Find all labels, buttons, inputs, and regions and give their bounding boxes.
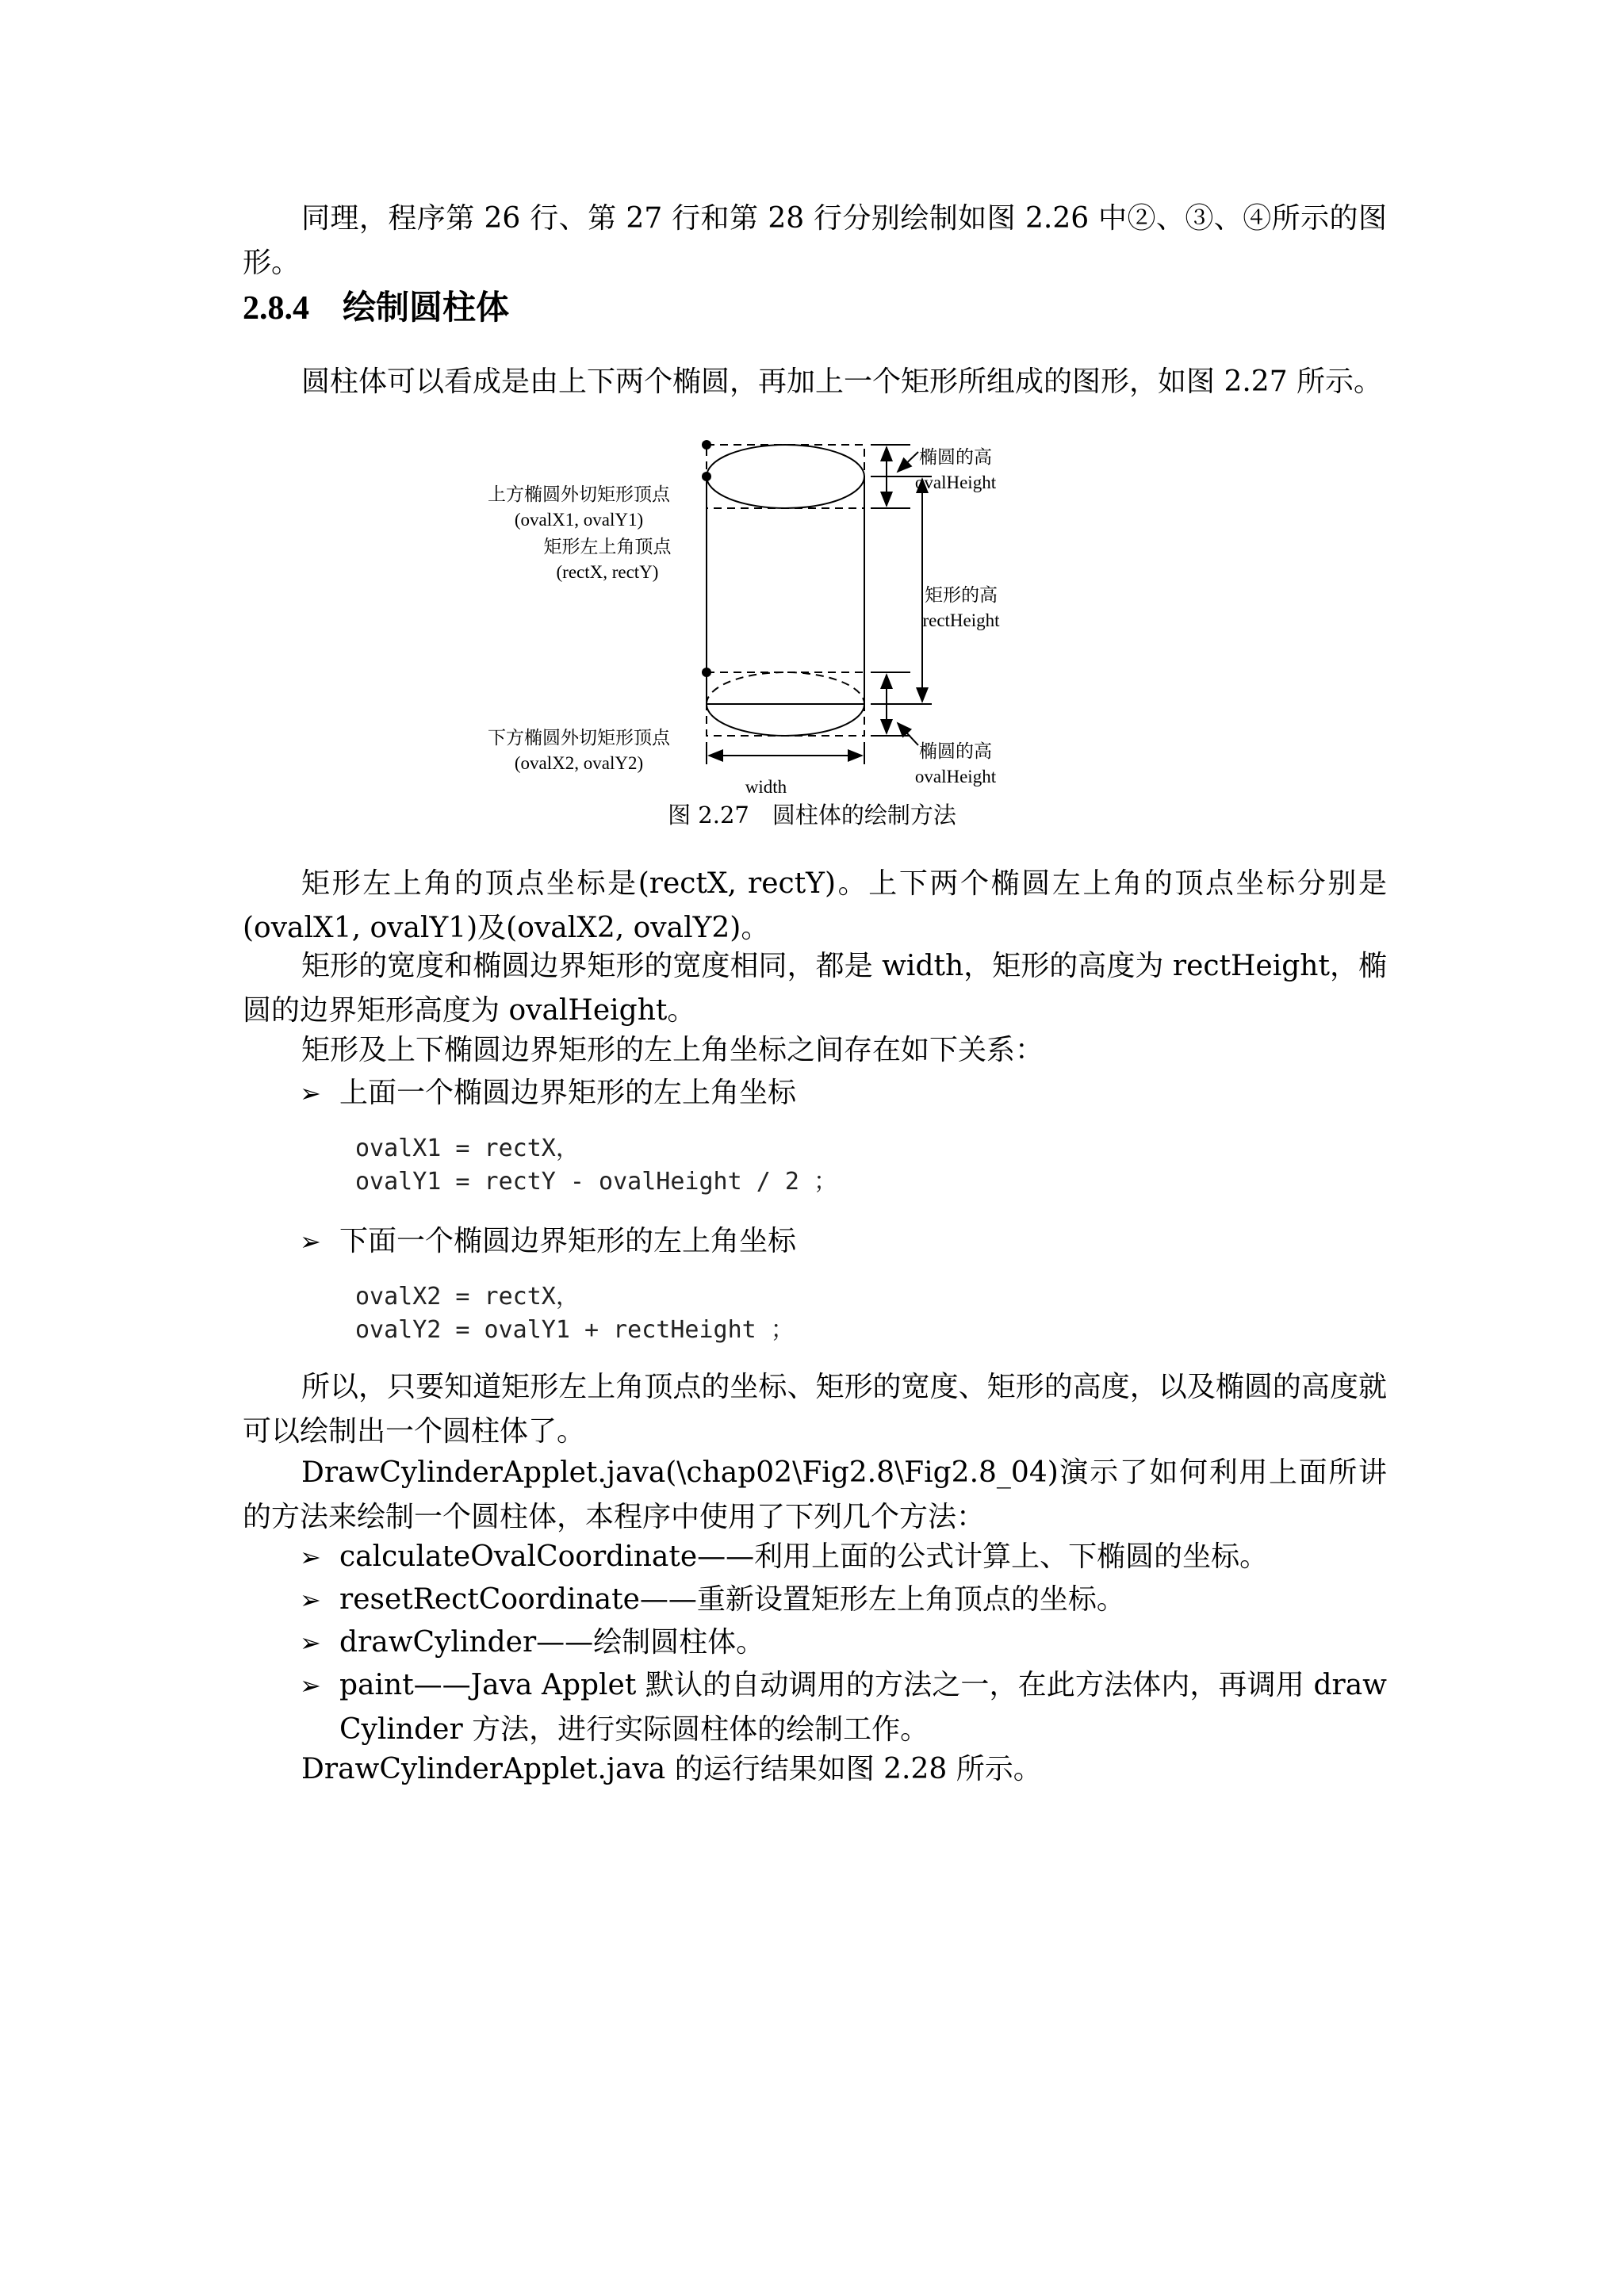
label-top-box-vertex: 上方椭圆外切矩形顶点 [488, 484, 670, 504]
bullet-arrow-icon: ➢ [300, 1628, 321, 1658]
top-box-vertex-dot [702, 440, 711, 450]
label-oval-height-bottom-en: ovalHeight [914, 767, 997, 786]
paragraph-relation-intro: 矩形及上下椭圆边界矩形的左上角坐标之间存在如下关系： [301, 1034, 1044, 1066]
bullet-text: 下面一个椭圆边界矩形的左上角坐标 [339, 1225, 797, 1257]
paragraph-vertex-coords: 矩形左上角的顶点坐标是(rectX, rectY)。上下两个椭圆左上角的顶点坐标分别是(ovalX1, ovalY1)及(ovalX2, ovalY2)。 [243, 867, 1387, 944]
bullet-arrow-icon: ➢ [300, 1226, 321, 1257]
label-rect-coord: (rectX, rectY) [556, 562, 659, 582]
intro-paragraph: 圆柱体可以看成是由上下两个椭圆，再加上一个矩形所组成的图形，如图 2.27 所示。 [301, 365, 1383, 398]
label-oval-height-top-cn: 椭圆的高 [919, 447, 992, 467]
label-rect-height-en: rectHeight [922, 610, 1000, 630]
label-rect-height-cn: 矩形的高 [925, 585, 998, 605]
bottom-ellipse-back [707, 672, 864, 704]
paragraph-program-intro: DrawCylinderApplet.java(\chap02\Fig2.8\Fig2.8_04)演示了如何利用上面所讲的方法来绘制一个圆柱体，本程序中使用了下列几个方法： [243, 1456, 1387, 1533]
bullet-text: resetRectCoordinate——重新设置矩形左上角顶点的坐标。 [339, 1583, 1125, 1616]
paragraph-conclusion: 所以，只要知道矩形左上角顶点的坐标、矩形的宽度、矩形的高度，以及椭圆的高度就可以绘制出一个圆柱体了。 [243, 1371, 1387, 1448]
label-bottom-box-vertex: 下方椭圆外切矩形顶点 [488, 728, 670, 748]
bullet-arrow-icon: ➢ [300, 1542, 321, 1572]
code-line: ovalX1 = rectX， [355, 1135, 580, 1162]
top-ellipse [707, 445, 864, 508]
bottom-oval-height-pointer [898, 723, 918, 745]
label-oval-height-bottom-cn: 椭圆的高 [919, 741, 992, 761]
bullet-arrow-icon: ➢ [300, 1670, 321, 1701]
figure-caption: 图 2.27 圆柱体的绘制方法 [668, 802, 956, 828]
code-line: ovalY1 = rectY - ovalHeight / 2 ； [355, 1168, 837, 1196]
bullet-text: calculateOvalCoordinate——利用上面的公式计算上、下椭圆的坐标。 [339, 1540, 1269, 1573]
bullet-arrow-icon: ➢ [300, 1078, 321, 1108]
bottom-box-vertex-dot [702, 668, 711, 677]
figure-cylinder-diagram [0, 0, 1624, 840]
section-title: 绘制圆柱体 [343, 288, 510, 327]
bullet-text: 上面一个椭圆边界矩形的左上角坐标 [339, 1077, 797, 1109]
label-oval-height-top-en: ovalHeight [914, 473, 997, 492]
label-top-box-coord: (ovalX1, ovalY1) [514, 510, 644, 530]
code-line: ovalY2 = ovalY1 + rectHeight ； [355, 1316, 795, 1344]
section-number: 2.8.4 [243, 290, 309, 327]
bullet-text: paint——Java Applet 默认的自动调用的方法之一，在此方法体内，再调用 draw Cylinder 方法，进行实际圆柱体的绘制工作。 [339, 1669, 1387, 1746]
bullet-text: drawCylinder——绘制圆柱体。 [339, 1626, 765, 1659]
label-width: width [745, 777, 787, 797]
paragraph-width-height: 矩形的宽度和椭圆边界矩形的宽度相同，都是 width，矩形的高度为 rectHeight，椭圆的边界矩形高度为 ovalHeight。 [243, 950, 1387, 1027]
label-rect-vertex: 矩形左上角顶点 [543, 537, 672, 557]
top-oval-height-pointer [898, 452, 918, 472]
paragraph-result: DrawCylinderApplet.java 的运行结果如图 2.28 所示。 [301, 1753, 1042, 1785]
bottom-ellipse-front [707, 704, 864, 736]
label-bottom-box-coord: (ovalX2, ovalY2) [514, 753, 644, 773]
opening-paragraph: 同理，程序第 26 行、第 27 行和第 28 行分别绘制如图 2.26 中②、③、④所示的图形。 [243, 202, 1387, 279]
rect-vertex-dot [702, 472, 711, 481]
bullet-arrow-icon: ➢ [300, 1585, 321, 1615]
code-line: ovalX2 = rectX， [355, 1283, 580, 1311]
